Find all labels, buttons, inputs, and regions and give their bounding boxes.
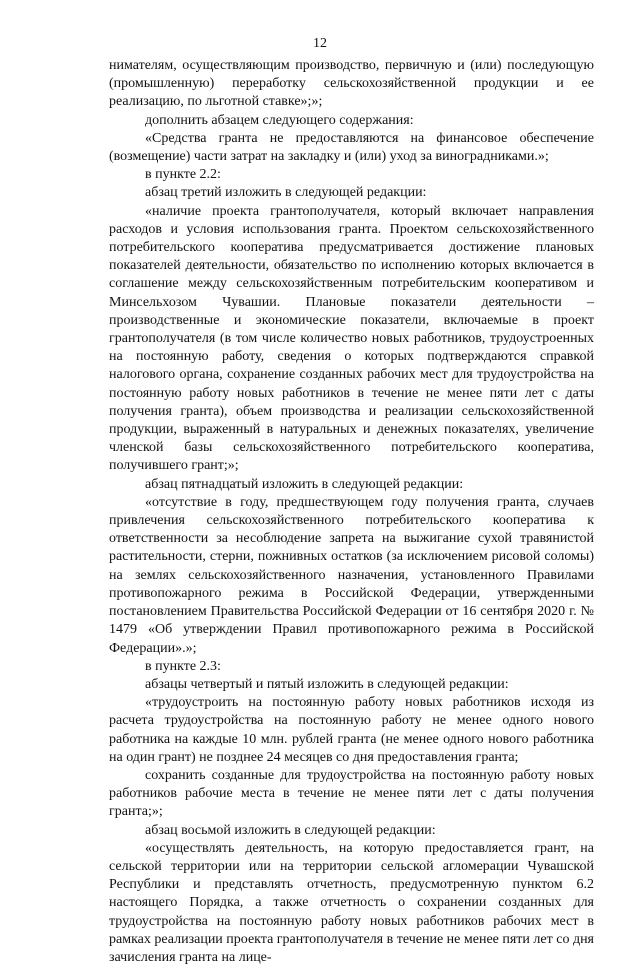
paragraph: дополнить абзацем следующего содержания: xyxy=(145,112,414,128)
paragraph: нимателям, осуществляющим производство, первичную и (или) последующую (промышленную) переработку сельскохозяйственной продукции и ее реализацию, по льготной ставке»;»; xyxy=(109,58,594,110)
paragraph: абзацы четвертый и пятый изложить в следующей редакции: xyxy=(145,676,509,692)
paragraph: абзац пятнадцатый изложить в следующей редакции: xyxy=(145,476,464,492)
paragraph: «Средства гранта не предоставляются на финансовое обеспечение (возмещение) части затрат на закладку и (или) уход за виноградниками.»; xyxy=(109,130,594,165)
paragraph: «отсутствие в году, предшествующем году получения гранта, случаев привлечения сельскохозяйственного потребительского кооператива к ответственности за несоблюдение запрета на выжигание сухой травянистой растительности, стерни, пожнивных остатков (за исключением рисовой соломы) на землях сельскохозяйственного назначения, установленного Правилами противопожарного режима в Российской Федерации, утвержденными постановлением Правительства Российской Федерации от 16 сентября 2020 г. № 1479 «Об утверждении Правил противопожарного режима в Российской Федерации».»; xyxy=(109,494,594,656)
document-body xyxy=(109,57,594,967)
paragraph: сохранить созданные для трудоустройства на постоянную работу новых работников рабочие места в течение не менее пяти лет с даты получения гранта;»; xyxy=(109,767,594,820)
paragraph: в пункте 2.3: xyxy=(145,658,221,674)
paragraph: «осуществлять деятельность, на которую предоставляется грант, на сельской территории или на территории сельской агломерации Чувашской Республики и представлять отчетность, предусмотренную пунктом 6.2 настоящего Порядка, а также отчетность о сохранении созданных для трудоустройства на постоянную работу новых работников рабочих мест в рамках реализации проекта грантополучателя в течение не менее пяти лет со дня зачисления гранта на лице- xyxy=(109,840,594,965)
paragraph: в пункте 2.2: xyxy=(145,167,221,183)
paragraph: «трудоустроить на постоянную работу новых работников исходя из расчета трудоустройства на постоянную работу не менее одного нового работника на каждые 10 млн. рублей гранта (не менее одного нового работника на один грант) не позднее 24 месяцев со дня предоставления гранта; xyxy=(109,695,594,765)
page-number: 12 xyxy=(313,36,327,51)
paragraph: абзац третий изложить в следующей редакции: xyxy=(145,185,427,201)
paragraph: «наличие проекта грантополучателя, который включает направления расходов и условия использования гранта. Проектом сельскохозяйственного потребительского кооператива предусматривается достижение плановых показателей деятельности, обязательство по исполнению которых включается в соглашение между сельскохозяйственным потребительским кооперативом и Минсельхозом Чувашии. Плановые показатели деятельности – производственные и экономические показатели, включаемые в проект грантополучателя (в том числе количество новых работников, трудоустроенных на постоянную работу, сведения о которых подтверждаются справкой налогового органа, сохранение созданных рабочих мест для трудоустройства на постоянную работу новых работников в течение не менее пяти лет с даты получения гранта), объем производства и реализации сельскохозяйственной продукции, выраженный в натуральных и денежных показателях, увеличение членской базы сельскохозяйственного потребительского кооператива, получившего грант;»; xyxy=(109,203,594,474)
paragraph: абзац восьмой изложить в следующей редакции: xyxy=(145,822,436,838)
